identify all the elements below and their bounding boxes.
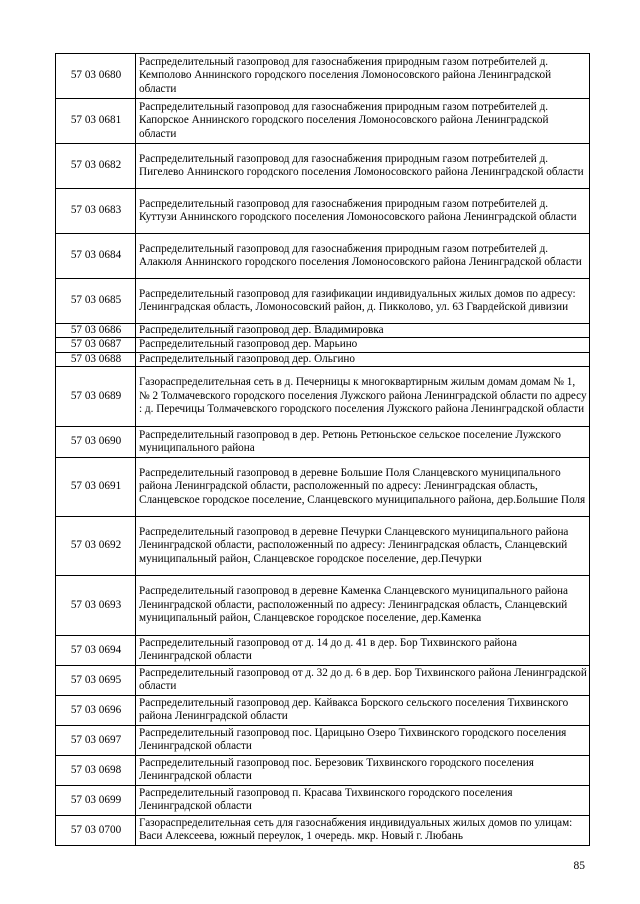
object-code: 57 03 0700 xyxy=(56,815,136,845)
registry-table xyxy=(55,53,590,846)
object-code: 57 03 0688 xyxy=(56,352,136,366)
object-description: Распределительный газопровод для газоснабжения природным газом потребителей д. Кемполово Аннинского городского поселения Ломоносовского района Ленинградской области xyxy=(136,54,590,99)
object-description: Газораспределительная сеть для газоснабжения индивидуальных жилых домов по улицам: Васи Алексеева, южный переулок, 1 очередь. мкр. Новый г. Любань xyxy=(136,815,590,845)
table-row xyxy=(56,144,590,189)
object-code: 57 03 0683 xyxy=(56,189,136,234)
object-description: Распределительный газопровод для газоснабжения природным газом потребителей д. Куттузи Аннинского городского поселения Ломоносовского района Ленинградской области xyxy=(136,189,590,234)
table-row xyxy=(56,516,590,575)
table-row xyxy=(56,279,590,324)
object-description: Распределительный газопровод в деревне Печурки Сланцевского муниципального района Ленинградской области, расположенный по адресу: Ленинградская область, Сланцевский муниципальный район, Сланцевское городское поселение, дер.Печурки xyxy=(136,516,590,575)
object-description: Распределительный газопровод дер. Марьино xyxy=(136,338,590,352)
object-description: Распределительный газопровод в деревне Каменка Сланцевского муниципального района Ленинградской области, расположенный по адресу: Ленинградская область, Сланцевский муниципальный район, Сланцевское городское поселение, дер.Каменка xyxy=(136,575,590,635)
object-code: 57 03 0694 xyxy=(56,635,136,665)
object-code: 57 03 0693 xyxy=(56,575,136,635)
object-description: Распределительный газопровод для газификации индивидуальных жилых домов по адресу: Ленинградская область, Ломоносовский район, д. Пикколово, ул. 63 Гвардейской дивизии xyxy=(136,279,590,324)
table-row xyxy=(56,189,590,234)
object-description: Распределительный газопровод от д. 32 до д. 6 в дер. Бор Тихвинского района Ленинградской области xyxy=(136,665,590,695)
object-description: Распределительный газопровод пос. Царицыно Озеро Тихвинского городского поселения Ленинградской области xyxy=(136,725,590,755)
object-description: Распределительный газопровод дер. Кайвакса Борского сельского поселения Тихвинского района Ленинградской области xyxy=(136,695,590,725)
object-description: Распределительный газопровод для газоснабжения природным газом потребителей д. Алакюля Аннинского городского поселения Ломоносовского района Ленинградской области xyxy=(136,234,590,279)
object-description: Распределительный газопровод от д. 14 до д. 41 в дер. Бор Тихвинского района Ленинградской области xyxy=(136,635,590,665)
table-row xyxy=(56,54,590,99)
object-description: Распределительный газопровод дер. Ольгино xyxy=(136,352,590,366)
object-description: Распределительный газопровод дер. Владимировка xyxy=(136,324,590,338)
object-code: 57 03 0680 xyxy=(56,54,136,99)
object-description: Распределительный газопровод в дер. Ретюнь Ретюньское сельское поселение Лужского муниципального района xyxy=(136,426,590,457)
table-row xyxy=(56,815,590,845)
object-description: Распределительный газопровод для газоснабжения природным газом потребителей д. Пигелево Аннинского городского поселения Ломоносовского района Ленинградской области xyxy=(136,144,590,189)
object-code: 57 03 0684 xyxy=(56,234,136,279)
table-row xyxy=(56,695,590,725)
table-row xyxy=(56,324,590,338)
object-code: 57 03 0689 xyxy=(56,366,136,426)
table-row xyxy=(56,366,590,426)
object-code: 57 03 0697 xyxy=(56,725,136,755)
table-row xyxy=(56,426,590,457)
table-row xyxy=(56,575,590,635)
object-code: 57 03 0685 xyxy=(56,279,136,324)
object-code: 57 03 0699 xyxy=(56,785,136,815)
object-code: 57 03 0695 xyxy=(56,665,136,695)
table-row xyxy=(56,755,590,785)
object-code: 57 03 0698 xyxy=(56,755,136,785)
table-row xyxy=(56,99,590,144)
table-row xyxy=(56,725,590,755)
table-row xyxy=(56,338,590,352)
object-code: 57 03 0686 xyxy=(56,324,136,338)
object-description: Распределительный газопровод п. Красава Тихвинского городского поселения Ленинградской области xyxy=(136,785,590,815)
table-row xyxy=(56,635,590,665)
object-description: Распределительный газопровод пос. Березовик Тихвинского городского поселения Ленинградской области xyxy=(136,755,590,785)
table-row xyxy=(56,234,590,279)
table-row xyxy=(56,352,590,366)
table-row xyxy=(56,785,590,815)
table-row xyxy=(56,457,590,516)
object-description: Распределительный газопровод для газоснабжения природным газом потребителей д. Капорское Аннинского городского поселения Ломоносовского района Ленинградской области xyxy=(136,99,590,144)
object-code: 57 03 0696 xyxy=(56,695,136,725)
page-number: 85 xyxy=(573,860,585,872)
object-code: 57 03 0687 xyxy=(56,338,136,352)
object-code: 57 03 0690 xyxy=(56,426,136,457)
table-row xyxy=(56,665,590,695)
object-code: 57 03 0681 xyxy=(56,99,136,144)
object-code: 57 03 0692 xyxy=(56,516,136,575)
object-description: Газораспределительная сеть в д. Печерницы к многоквартирным жилым домам домам № 1, № 2 Толмачевского городского поселения Лужского района Ленинградской области по адресу : д. Перечицы Толмачевского городского поселения Лужского района Ленинградской области xyxy=(136,366,590,426)
object-description: Распределительный газопровод в деревне Большие Поля Сланцевского муниципального района Ленинградской области, расположенный по адресу: Ленинградская область, Сланцевское городское поселение, Сланцевского муниципального района, дер.Большие Поля xyxy=(136,457,590,516)
object-code: 57 03 0682 xyxy=(56,144,136,189)
object-code: 57 03 0691 xyxy=(56,457,136,516)
